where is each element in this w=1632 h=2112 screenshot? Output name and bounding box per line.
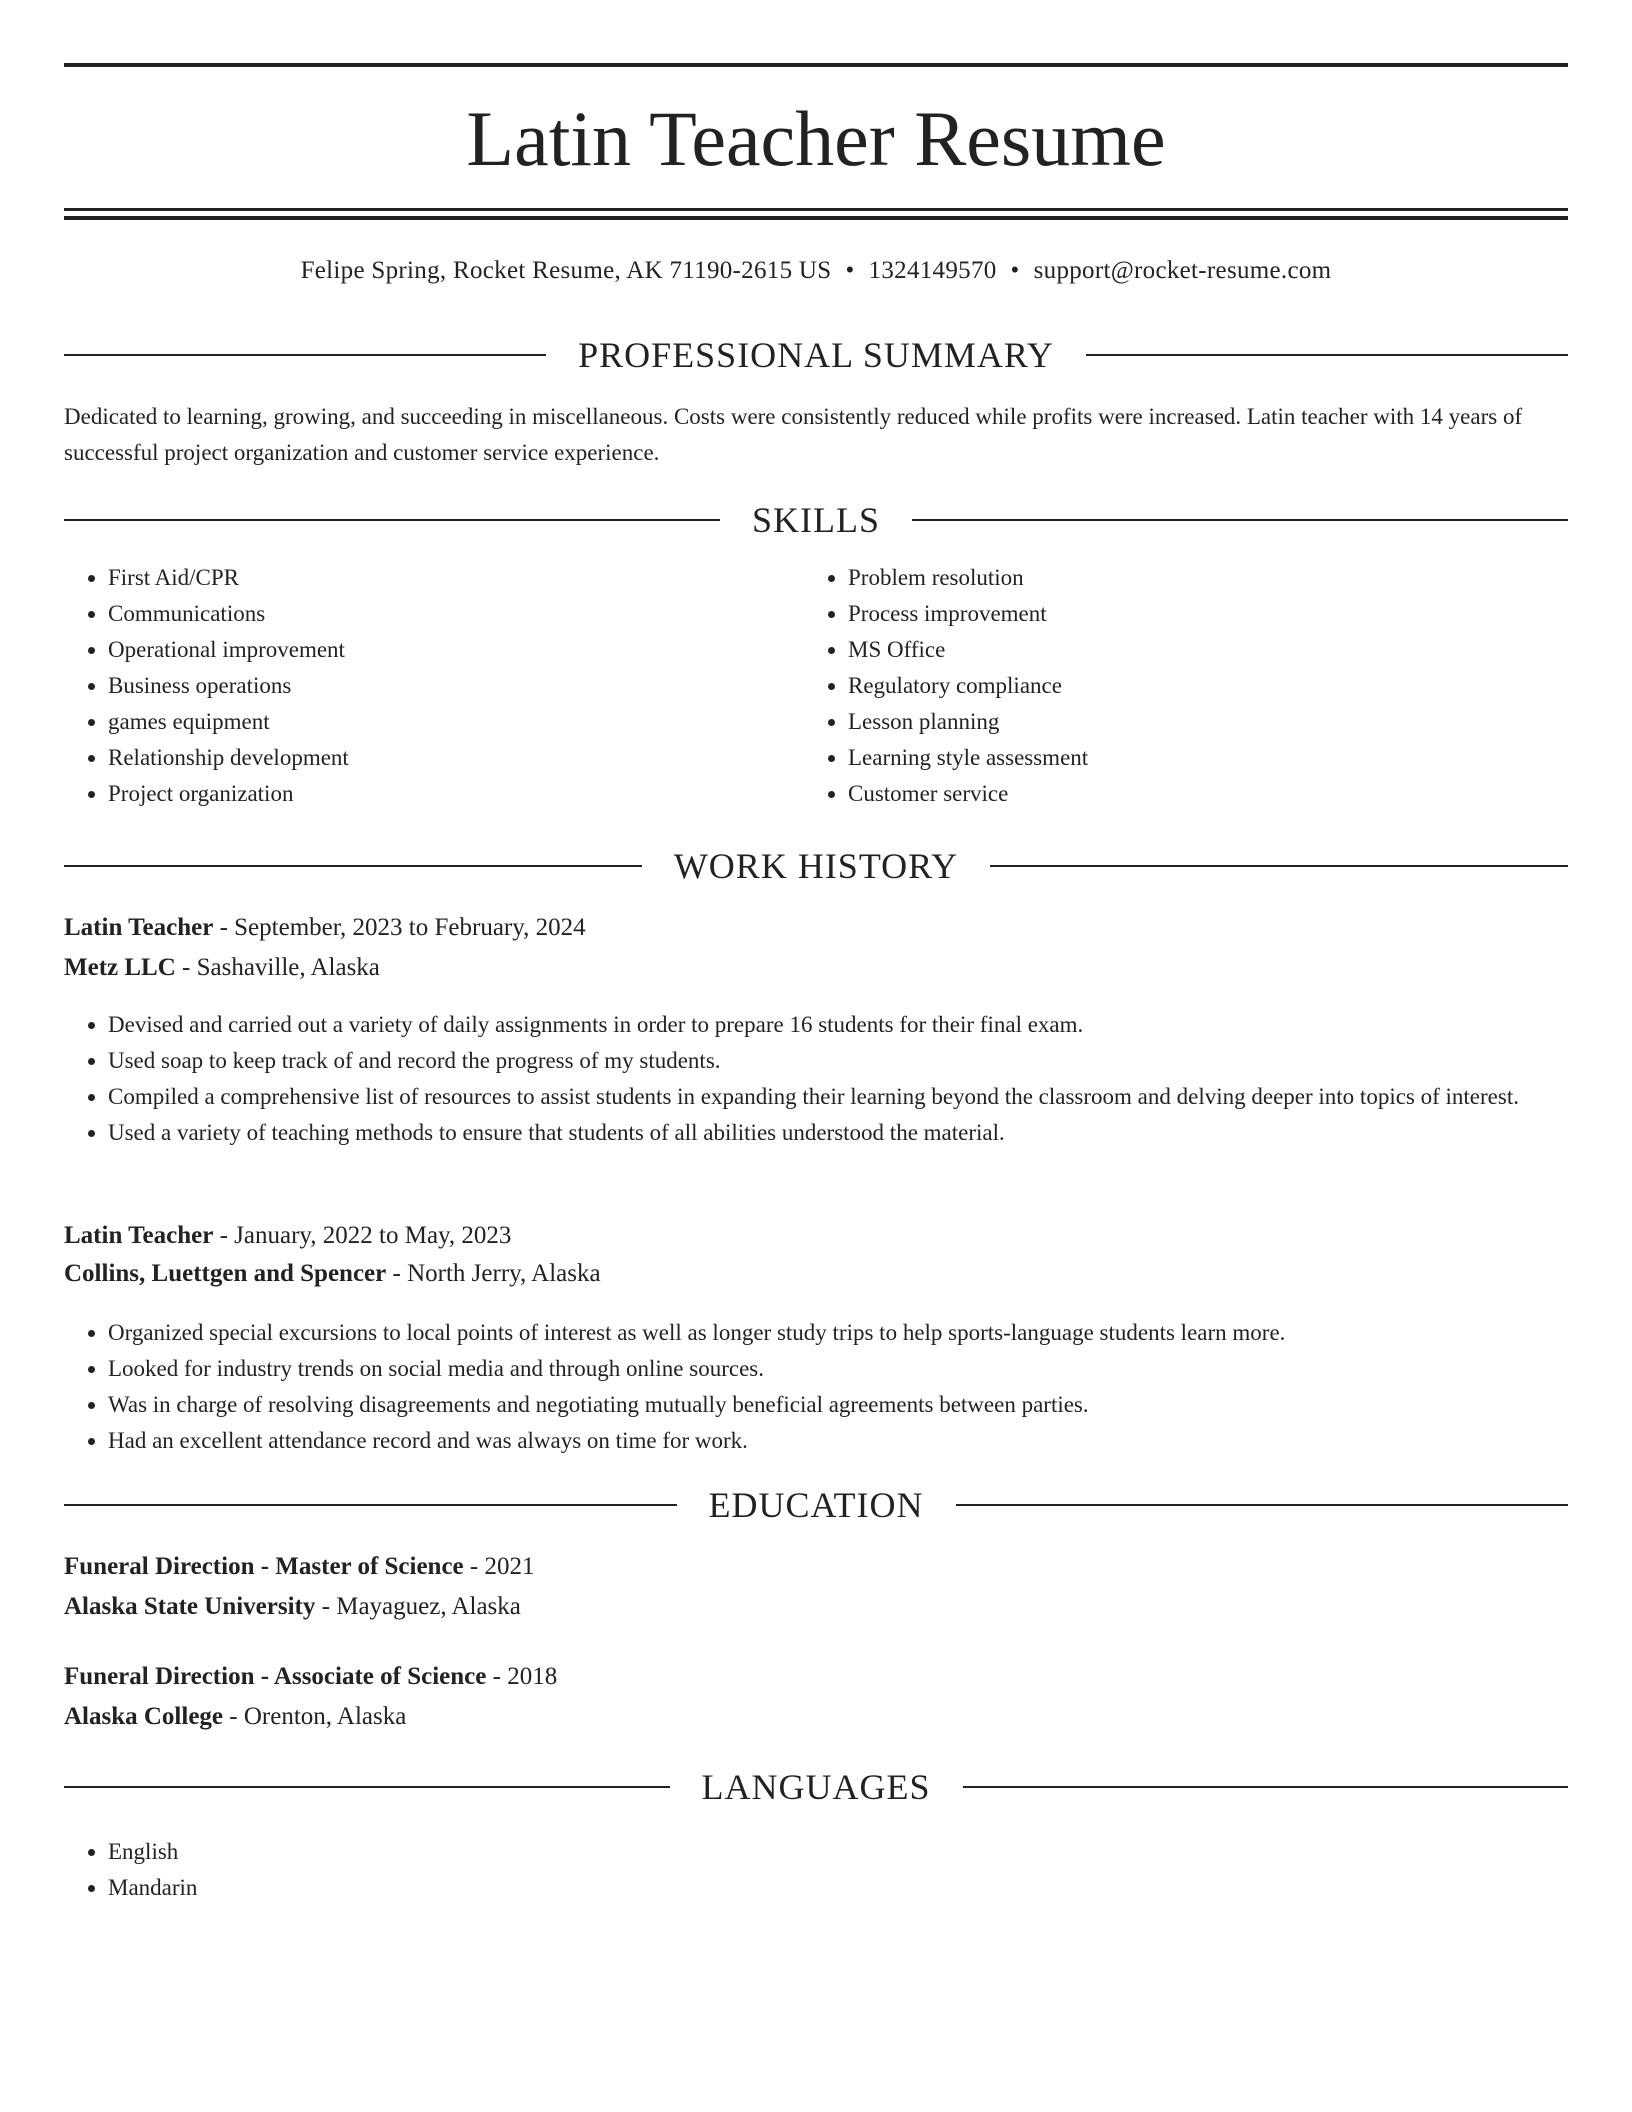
skill-item: • Lesson planning bbox=[848, 704, 1088, 740]
contact-line bbox=[64, 253, 1568, 289]
heading-rule bbox=[990, 865, 1568, 867]
heading-rule bbox=[912, 519, 1568, 521]
education-heading bbox=[64, 1482, 1568, 1528]
heading-rule bbox=[963, 1786, 1569, 1788]
job-dates: - September, 2023 to February, 2024 bbox=[213, 914, 586, 941]
skill-item: • Project organization bbox=[108, 776, 349, 812]
skill-item: • Learning style assessment bbox=[848, 740, 1088, 776]
education-degree: Funeral Direction - Master of Science bbox=[64, 1553, 464, 1580]
section-title: LANGUAGES bbox=[701, 1767, 931, 1807]
skills-heading bbox=[64, 497, 1568, 543]
job-bullet: • Devised and carried out a variety of daily assignments in order to prepare 16 students for their final exam. bbox=[108, 1007, 1568, 1043]
job-bullet: • Was in charge of resolving disagreements and negotiating mutually beneficial agreements between parties. bbox=[108, 1387, 1568, 1423]
skill-item: • MS Office bbox=[848, 632, 1088, 668]
job-bullet: • Had an excellent attendance record and was always on time for work. bbox=[108, 1423, 1568, 1459]
education-year: - 2021 bbox=[463, 1553, 535, 1580]
job-bullet: • Compiled a comprehensive list of resources to assist students in expanding their learning beyond the classroom and delving deeper into topics of interest. bbox=[108, 1079, 1568, 1115]
section-title: WORK HISTORY bbox=[673, 846, 959, 886]
job-bullet: • Used a variety of teaching methods to ensure that students of all abilities understood the material. bbox=[108, 1115, 1568, 1151]
summary-text: Dedicated to learning, growing, and succeeding in miscellaneous. Costs were consistently reduced while profits were increased. Latin teacher with 14 years of successful project organization and customer service experience. bbox=[64, 404, 1523, 465]
job-bullet: • Looked for industry trends on social media and through online sources. bbox=[108, 1351, 1568, 1387]
job-dates: - January, 2022 to May, 2023 bbox=[213, 1222, 512, 1249]
job-location: - Sashaville, Alaska bbox=[175, 954, 380, 981]
skills-list-right bbox=[804, 560, 1088, 812]
section-title: SKILLS bbox=[752, 500, 881, 540]
languages-list bbox=[64, 1834, 197, 1906]
education-school-line bbox=[64, 1589, 1568, 1625]
heading-rule bbox=[64, 865, 642, 867]
skill-item: • Business operations bbox=[108, 668, 349, 704]
heading-rule bbox=[64, 1504, 677, 1506]
job-bullet: • Used soap to keep track of and record the progress of my students. bbox=[108, 1043, 1568, 1079]
summary-heading bbox=[64, 332, 1568, 378]
contact-separator: • bbox=[1010, 257, 1020, 284]
job-company-line bbox=[64, 1256, 1568, 1292]
skill-item: • games equipment bbox=[108, 704, 349, 740]
skill-item: • Regulatory compliance bbox=[848, 668, 1088, 704]
job-title-line bbox=[64, 1218, 1568, 1254]
contact-separator: • bbox=[845, 257, 855, 284]
title-rule-upper bbox=[64, 208, 1568, 211]
contact-phone: 1324149570 bbox=[868, 257, 997, 284]
languages-heading bbox=[64, 1764, 1568, 1810]
page-title: Latin Teacher Resume bbox=[466, 95, 1166, 182]
language-item: • Mandarin bbox=[108, 1870, 197, 1906]
education-school: Alaska College bbox=[64, 1703, 224, 1730]
contact-email: support@rocket-resume.com bbox=[1033, 257, 1332, 284]
education-location: - Orenton, Alaska bbox=[223, 1703, 407, 1730]
skill-item: • First Aid/CPR bbox=[108, 560, 349, 596]
education-degree-line bbox=[64, 1549, 1568, 1585]
heading-rule bbox=[64, 354, 546, 356]
skill-item: • Problem resolution bbox=[848, 560, 1088, 596]
top-rule bbox=[64, 63, 1568, 67]
section-title: EDUCATION bbox=[708, 1485, 924, 1525]
education-school: Alaska State University bbox=[64, 1593, 316, 1620]
education-year: - 2018 bbox=[486, 1663, 558, 1690]
title-rule-lower bbox=[64, 216, 1568, 220]
skill-item: • Communications bbox=[108, 596, 349, 632]
skill-item: • Relationship development bbox=[108, 740, 349, 776]
job-location: - North Jerry, Alaska bbox=[386, 1260, 601, 1287]
job-title: Latin Teacher bbox=[64, 914, 214, 941]
job-company: Metz LLC bbox=[64, 954, 176, 981]
heading-rule bbox=[1086, 354, 1568, 356]
education-degree-line bbox=[64, 1659, 1568, 1695]
job-title-line bbox=[64, 910, 1568, 946]
education-degree: Funeral Direction - Associate of Science bbox=[64, 1663, 487, 1690]
education-location: - Mayaguez, Alaska bbox=[315, 1593, 521, 1620]
language-item: • English bbox=[108, 1834, 197, 1870]
section-title: PROFESSIONAL SUMMARY bbox=[578, 335, 1054, 375]
work-heading bbox=[64, 843, 1568, 889]
heading-rule bbox=[64, 519, 720, 521]
skills-list-left bbox=[64, 560, 349, 812]
job-bullets bbox=[64, 1315, 1568, 1459]
contact-address: Felipe Spring, Rocket Resume, AK 71190-2615 US bbox=[300, 257, 832, 284]
skill-item: • Process improvement bbox=[848, 596, 1088, 632]
job-title: Latin Teacher bbox=[64, 1222, 214, 1249]
education-school-line bbox=[64, 1699, 1568, 1735]
heading-rule bbox=[64, 1786, 670, 1788]
job-company: Collins, Luettgen and Spencer bbox=[64, 1260, 387, 1287]
job-bullet: • Organized special excursions to local points of interest as well as longer study trips to help sports-language students learn more. bbox=[108, 1315, 1568, 1351]
skill-item: • Customer service bbox=[848, 776, 1088, 812]
job-company-line bbox=[64, 950, 1568, 986]
heading-rule bbox=[956, 1504, 1569, 1506]
skill-item: • Operational improvement bbox=[108, 632, 349, 668]
job-bullets bbox=[64, 1007, 1568, 1151]
